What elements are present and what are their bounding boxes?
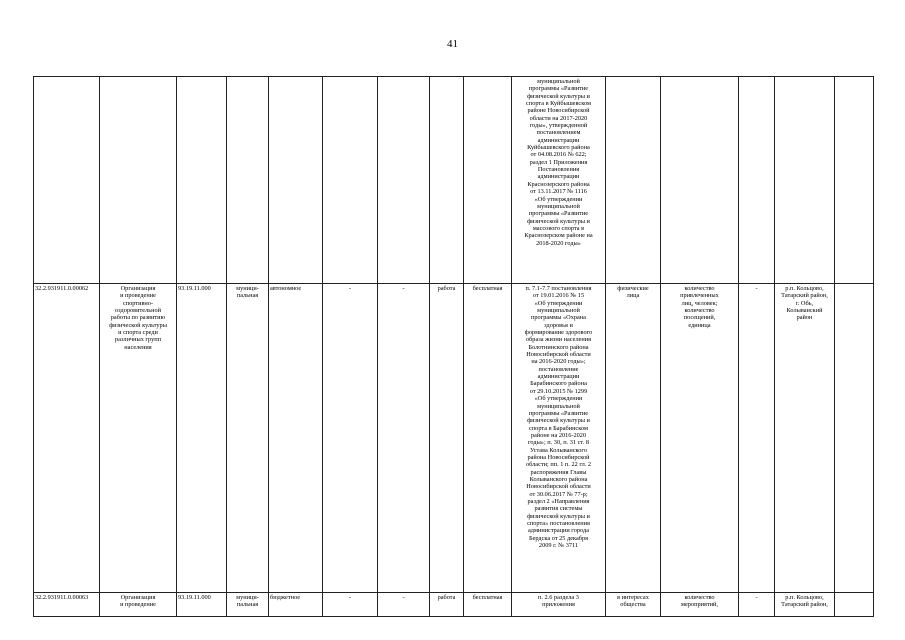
cell-payment: бесплатная [464,284,512,593]
cell-kind [430,77,464,284]
cell-code: 32.2.931911.0.00062 [34,284,100,593]
cell-empty [835,284,874,593]
cell-col6: - [323,284,378,593]
cell-legal-basis: п. 2.6 раздела 3 приложения [512,593,606,617]
cell-col13: - [739,593,775,617]
cell-institution-type: бюджетное [269,593,323,617]
cell-legal-basis: муниципальной программы «Развитие физической культуры и спорта в Куйбышевском районе Новосибирской области на 2017-2020 годы», утвержденной постановлением администрации Куйбышевского района от 04.08.2016 № 622; раздел 1 Приложения Постановления администрации Краснозерского района от 13.11.2017 № 1116 «Об утверждении муниципальной программы «Развитие физической культуры и массового спорта в Краснозерском районе на 2018-2020 годы» [512,77,606,284]
cell-territory: р.п. Кольцово, Татарский район, [775,593,835,617]
cell-code [34,77,100,284]
table-row [34,77,874,284]
cell-consumers: физические лица [606,284,661,593]
table-row [34,284,874,593]
cell-kind: работа [430,284,464,593]
cell-institution-type: автономное [269,284,323,593]
cell-kind: работа [430,593,464,617]
cell-okved: 93.19.11.000 [177,284,227,593]
cell-col13 [739,77,775,284]
cell-okved [177,77,227,284]
table-row [34,593,874,617]
cell-col7: - [378,284,430,593]
cell-owner [227,77,269,284]
cell-consumers: в интересах общества [606,593,661,617]
registry-table [33,76,874,617]
cell-empty [835,77,874,284]
cell-col7: - [378,593,430,617]
cell-payment: бесплатная [464,593,512,617]
cell-indicator: количество привлеченных лиц, человек; количество посещений, единица [661,284,739,593]
cell-indicator: количество мероприятий, [661,593,739,617]
cell-payment [464,77,512,284]
cell-owner: муници- пальная [227,593,269,617]
cell-col6: - [323,593,378,617]
cell-okved: 93.19.11.000 [177,593,227,617]
cell-col13: - [739,284,775,593]
page-number: 41 [447,38,458,50]
cell-territory: р.п. Кольцово, Татарский район, г. Обь, Колыванский район [775,284,835,593]
cell-name: Организация и проведение [100,593,177,617]
cell-empty [835,593,874,617]
cell-col7 [378,77,430,284]
cell-name [100,77,177,284]
cell-code: 32.2.931911.0.00063 [34,593,100,617]
cell-legal-basis: п. 7.1-7.7 постановления от 19.01.2016 № 15 «Об утверждении муниципальной программы «Охрана здоровья и формирование здорового образа жизни населения Болотнинского района Новосибирской области на 2016-2020 годы»; постановление администрации Барабинского района от 29.10.2015 № 1299 «Об утверждении муниципальной программы «Развитие физической культуры и спорта в Барабинском районе на 2016-2020 годы»; п. 30, п. 31 ст. 8 Устава Колыванского района Новосибирской области; пп. 1 п. 22 гл. 2 распоряжения Главы Колыванского района Новосибирской области от 30.06.2017 № 77-р; раздел 2 «Направления развития системы физической культуры и спорта» постановления администрации города Бердска от 25 декабря 2009 г. № 3711 [512,284,606,593]
cell-territory [775,77,835,284]
cell-indicator [661,77,739,284]
cell-col6 [323,77,378,284]
cell-owner: муници- пальная [227,284,269,593]
cell-consumers [606,77,661,284]
cell-institution-type [269,77,323,284]
cell-name: Организация и проведение спортивно- оздоровительной работы по развитию физической культуры и спорта среди различных групп населения [100,284,177,593]
